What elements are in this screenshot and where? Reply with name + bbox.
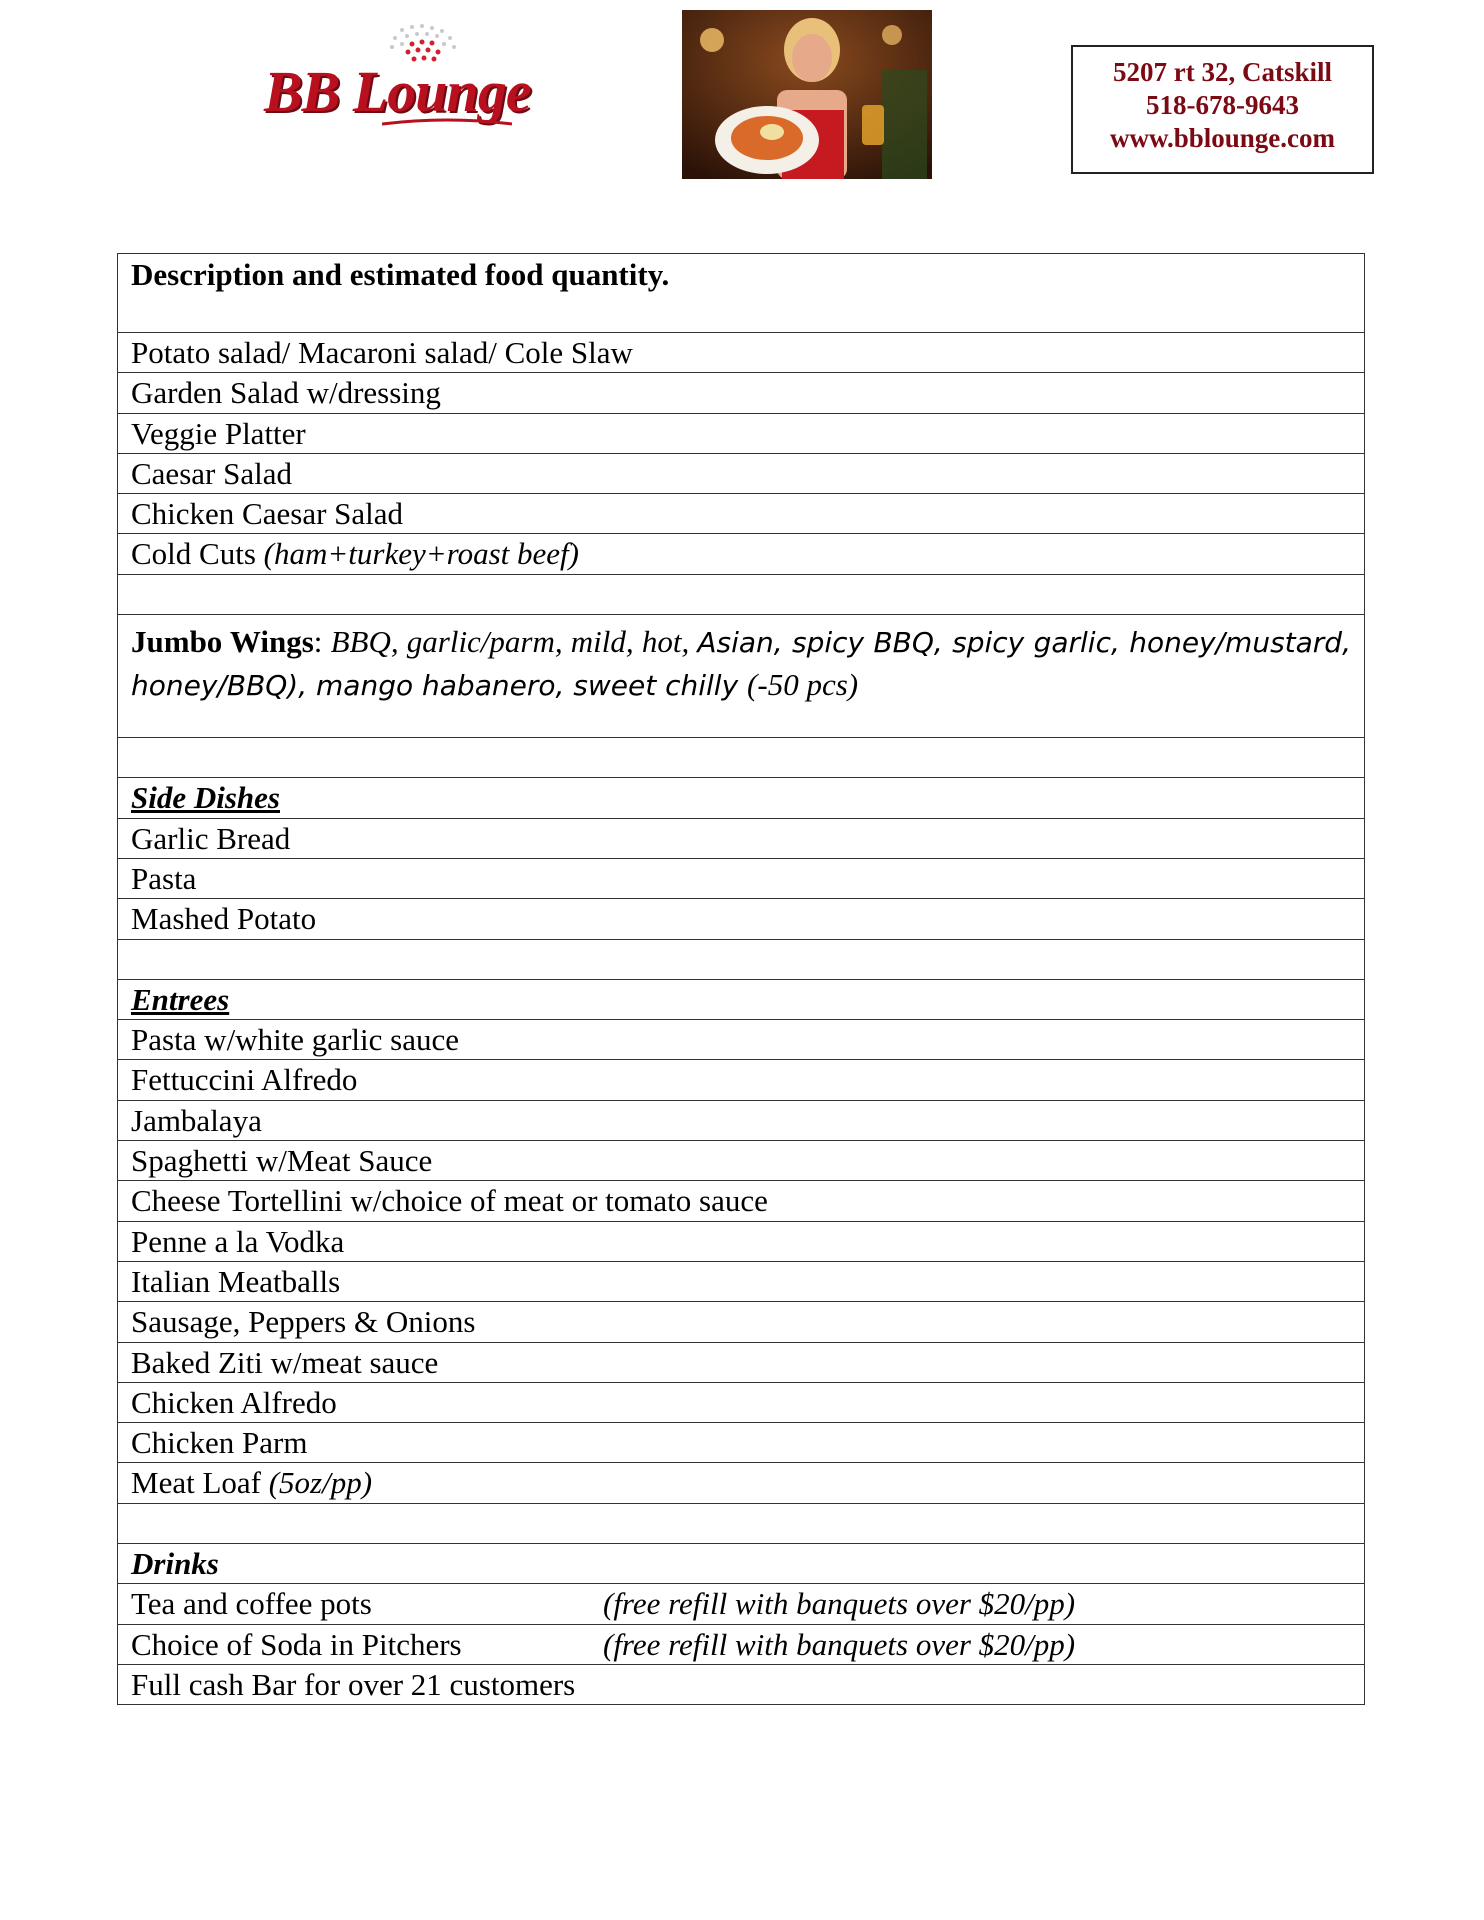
entrees-heading (118, 979, 1364, 1019)
menu-item: Full cash Bar for over 21 customers (118, 1664, 1364, 1704)
menu-item: Jambalaya (118, 1100, 1364, 1140)
menu-item-tea-coffee (118, 1583, 1364, 1623)
drinks-heading (118, 1543, 1364, 1583)
waitress-photo (682, 10, 932, 179)
menu-item-soda (118, 1624, 1364, 1664)
empty-row (118, 939, 1364, 979)
menu-item: Cheese Tortellini w/choice of meat or tomato sauce (118, 1180, 1364, 1220)
menu-item: Baked Ziti w/meat sauce (118, 1342, 1364, 1382)
item-note: (5oz/pp) (268, 1465, 373, 1501)
menu-item-meat-loaf (118, 1462, 1364, 1502)
address-text: 5207 rt 32, Catskill (1113, 57, 1332, 87)
menu-item: Fettuccini Alfredo (118, 1059, 1364, 1099)
item-note: (ham+turkey+roast beef) (263, 536, 579, 572)
menu-title: Description and estimated food quantity. (131, 257, 670, 292)
wings-name: Jumbo Wings (131, 624, 314, 660)
item-name: Meat Loaf (131, 1465, 269, 1501)
empty-row (118, 737, 1364, 777)
menu-item: Sausage, Peppers & Onions (118, 1301, 1364, 1341)
menu-item: Italian Meatballs (118, 1261, 1364, 1301)
menu-item: Chicken Alfredo (118, 1382, 1364, 1422)
menu-item: Chicken Caesar Salad (118, 493, 1364, 533)
item-note: (free refill with banquets over $20/pp) (603, 1586, 1076, 1622)
menu-item: Pasta (118, 858, 1364, 898)
heading-text: Entrees (131, 981, 230, 1017)
wings-flavors-serif: BBQ, garlic/parm, mild, hot, (330, 624, 698, 660)
phone-text: 518-678-9643 (1146, 90, 1299, 120)
menu-table (117, 253, 1365, 1705)
contact-box (1071, 45, 1374, 174)
website-link[interactable]: www.bblounge.com (1109, 123, 1336, 153)
menu-item: Penne a la Vodka (118, 1221, 1364, 1261)
item-name: Cold Cuts (131, 536, 264, 572)
menu-item: Chicken Parm (118, 1422, 1364, 1462)
wings-qty: (-50 pcs) (747, 667, 859, 703)
item-name: Choice of Soda in Pitchers (131, 1626, 462, 1662)
menu-item: Veggie Platter (118, 413, 1364, 453)
menu-item: Garden Salad w/dressing (118, 372, 1364, 412)
wings-flavors-sans: Asian, spicy BBQ, spicy garlic, honey/mustard, honey/BBQ), mango habanero, sweet chilly (131, 626, 1351, 703)
empty-row (118, 1503, 1364, 1543)
item-name: Tea and coffee pots (131, 1586, 372, 1622)
wings-sep: : (313, 624, 331, 660)
menu-item: Mashed Potato (118, 898, 1364, 938)
heading-text: Drinks (131, 1546, 219, 1582)
menu-item: Garlic Bread (118, 818, 1364, 858)
side-dishes-heading (118, 777, 1364, 817)
bb-lounge-logo (262, 22, 531, 124)
empty-row (118, 574, 1364, 614)
heading-text: Side Dishes (131, 780, 280, 816)
menu-item: Spaghetti w/Meat Sauce (118, 1140, 1364, 1180)
menu-item: Pasta w/white garlic sauce (118, 1019, 1364, 1059)
menu-item: Potato salad/ Macaroni salad/ Cole Slaw (118, 332, 1364, 372)
logo-text: BB Lounge (264, 59, 531, 124)
logo-swoosh (382, 118, 512, 126)
menu-item: Caesar Salad (118, 453, 1364, 493)
menu-item-jumbo-wings (118, 614, 1364, 737)
item-note: (free refill with banquets over $20/pp) (603, 1626, 1076, 1662)
menu-item-cold-cuts (118, 533, 1364, 573)
